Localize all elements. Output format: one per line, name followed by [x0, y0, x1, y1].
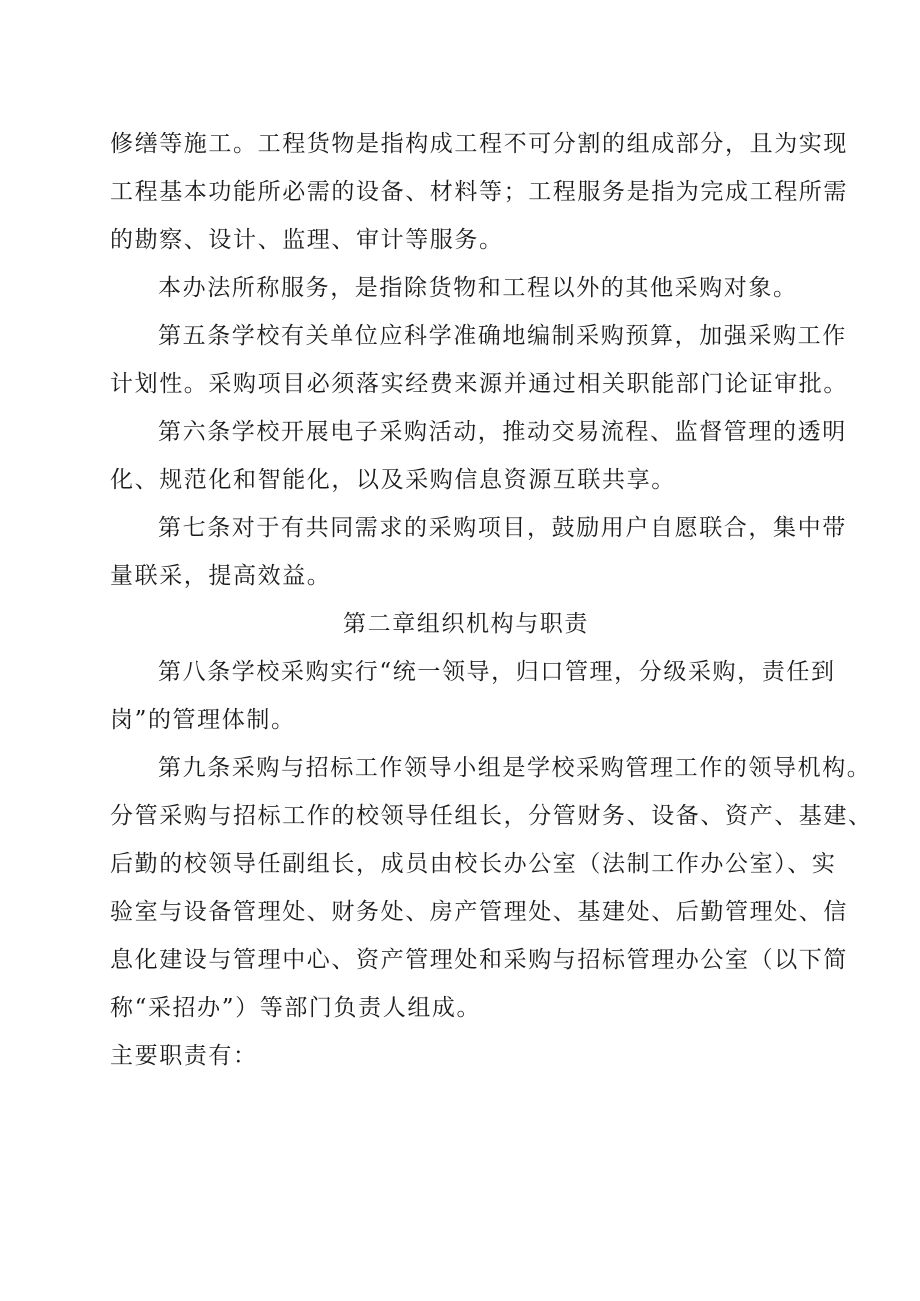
chapter-heading: 第二章组织机构与职责	[343, 611, 589, 637]
document-body	[110, 120, 873, 1080]
paragraph-line: 的勘察、设计、监理、审计等服务。	[110, 227, 504, 253]
article-8-line: 岗”的管理体制。	[110, 707, 296, 733]
article-6-line: 化、规范化和智能化，以及采购信息资源互联共享。	[110, 467, 676, 493]
article-8-line: 第八条学校采购实行“统一领导，归口管理，分级采购，责任到	[158, 659, 836, 685]
article-9-line: 验室与设备管理处、财务处、房产管理处、基建处、后勤管理处、信	[110, 899, 848, 925]
article-9-line: 第九条采购与招标工作领导小组是学校采购管理工作的领导机构。	[158, 755, 872, 781]
article-9-line: 称“采招办”）等部门负责人组成。	[110, 995, 482, 1021]
article-9-line: 息化建设与管理中心、资产管理处和采购与招标管理办公室（以下简	[110, 947, 848, 973]
paragraph-line: 工程基本功能所必需的设备、材料等；工程服务是指为完成工程所需	[110, 179, 848, 205]
duties-heading-line: 主要职责有：	[110, 1043, 258, 1069]
article-7-line: 第七条对于有共同需求的采购项目，鼓励用户自愿联合，集中带	[158, 515, 847, 541]
article-6-line: 第六条学校开展电子采购活动，推动交易流程、监督管理的透明	[158, 419, 847, 445]
article-5-line: 计划性。采购项目必须落实经费来源并通过相关职能部门论证审批。	[110, 371, 848, 397]
paragraph-line: 本办法所称服务，是指除货物和工程以外的其他采购对象。	[158, 275, 798, 301]
paragraph-line: 修缮等施工。工程货物是指构成工程不可分割的组成部分，且为实现	[110, 131, 848, 157]
article-9-line: 后勤的校领导任副组长，成员由校长办公室（法制工作办公室）、实	[110, 851, 837, 877]
article-9-line: 分管采购与招标工作的校领导任组长，分管财务、设备、资产、基建、	[110, 803, 873, 829]
article-7-line: 量联采，提高效益。	[110, 563, 332, 589]
article-5-line: 第五条学校有关单位应科学准确地编制采购预算，加强采购工作	[158, 323, 847, 349]
